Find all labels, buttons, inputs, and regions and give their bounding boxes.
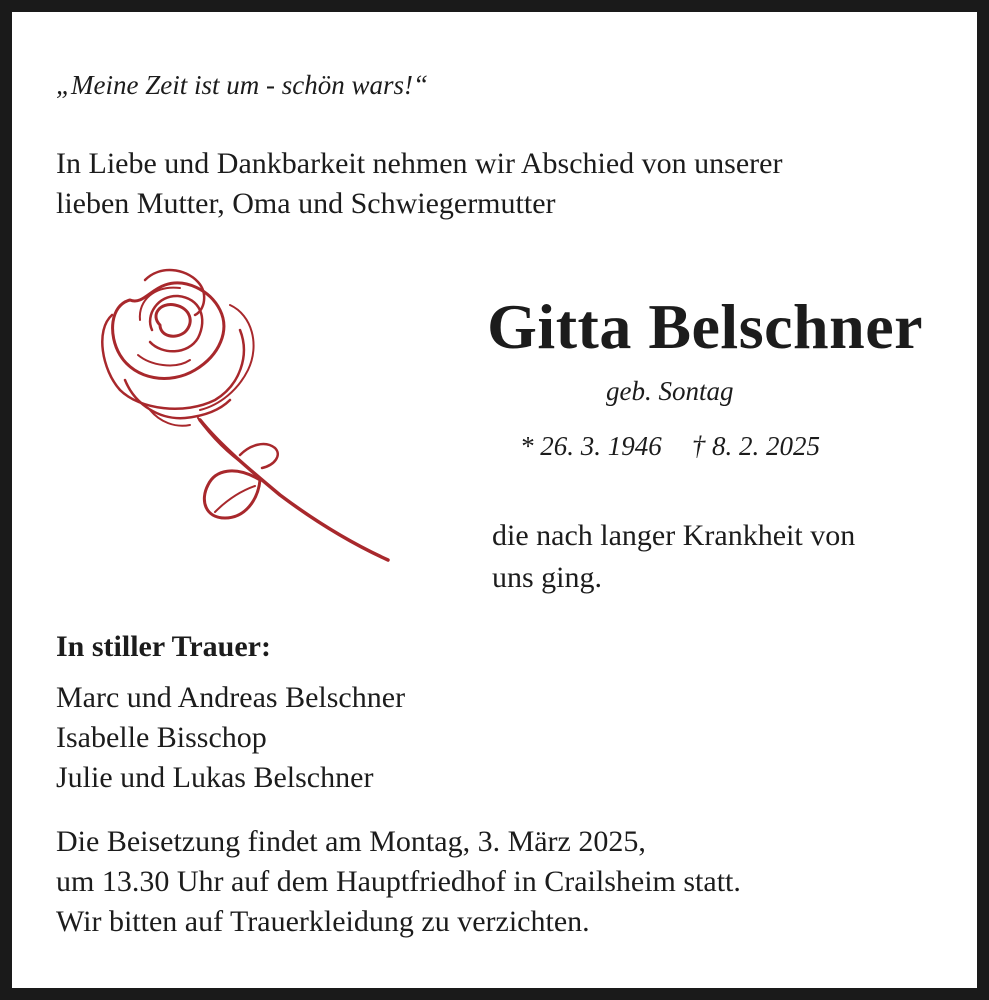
passing-text — [492, 515, 855, 599]
intro-line-2: lieben Mutter, Oma und Schwiegermutter — [56, 187, 556, 220]
deceased-name: Gitta Belschner — [487, 291, 923, 362]
mourner-name: Julie und Lukas Belschner — [56, 761, 374, 794]
funeral-info — [56, 822, 741, 942]
funeral-line-1: Die Beisetzung findet am Montag, 3. März 2025, — [56, 825, 646, 858]
mourner-name: Isabelle Bisschop — [56, 721, 267, 754]
intro-text — [56, 144, 782, 224]
motto-quote: „Meine Zeit ist um - schön wars!“ — [56, 70, 429, 100]
mourner-name: Marc und Andreas Belschner — [56, 681, 406, 714]
rose-icon — [90, 260, 390, 570]
intro-line-1: In Liebe und Dankbarkeit nehmen wir Abschied von unserer — [56, 147, 783, 180]
death-date: † 8. 2. 2025 — [691, 431, 820, 461]
mourners-list — [56, 678, 405, 798]
birth-date: * 26. 3. 1946 — [520, 431, 662, 461]
passing-line-2: uns ging. — [492, 561, 603, 594]
passing-line-1: die nach langer Krankheit von — [492, 519, 856, 552]
life-dates — [520, 431, 820, 462]
funeral-line-2: um 13.30 Uhr auf dem Hauptfriedhof in Crailsheim statt. — [56, 865, 741, 898]
funeral-line-3: Wir bitten auf Trauerkleidung zu verzichten. — [56, 905, 590, 938]
maiden-name: geb. Sontag — [606, 376, 734, 406]
mourners-heading: In stiller Trauer: — [56, 630, 271, 663]
